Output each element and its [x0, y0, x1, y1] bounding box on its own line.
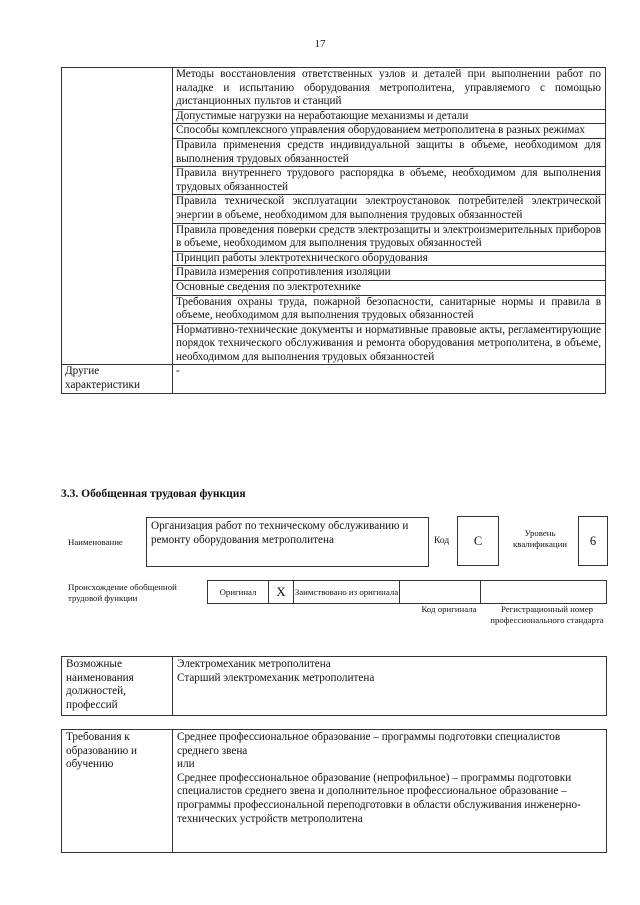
name-label: Наименование: [68, 537, 123, 547]
knowledge-item: Правила проведения поверки средств электрозащиты и электроизмерительных приборов в объеме, необходимом для выполнения трудовых обязанностей: [173, 223, 606, 251]
positions-label: Возможные наименования должностей, профессий: [62, 657, 173, 716]
level-label: Уровень квалификации: [513, 528, 567, 549]
origin-table: [207, 580, 607, 604]
knowledge-item: Методы восстановления ответственных узлов и деталей при выполнении работ по наладке и испытанию оборудования метрополитена, управляемого с помощью дистанционных пультов и станций: [173, 68, 606, 110]
origin-label: Происхождение обобщенной трудовой функции: [68, 582, 177, 603]
knowledge-item: Правила внутреннего трудового распорядка в объеме, необходимом для выполнения трудовых обязанностей: [173, 167, 606, 195]
code-caption: Код оригинала: [421, 604, 477, 614]
knowledge-item: Допустимые нагрузки на неработающие механизмы и детали: [173, 109, 606, 124]
level-value-box: 6: [578, 516, 608, 566]
reg-caption: Регистрационный номер профессионального стандарта: [490, 604, 604, 625]
knowledge-item: Правила технической эксплуатации электроустановок потребителей электрической энергии в объеме, необходимом для выполнения трудовых обязанностей: [173, 195, 606, 223]
original-mark: X: [269, 581, 294, 604]
education-table: [61, 729, 607, 853]
education-line: или: [177, 758, 195, 771]
table-row: [62, 365, 606, 394]
education-line: Среднее профессиональное образование – программы подготовки специалистов среднего звена: [177, 731, 561, 757]
table-row: [62, 68, 606, 110]
code-label: Код: [434, 536, 450, 546]
other-characteristics-label: Другие характеристики: [62, 365, 173, 394]
knowledge-item: Правила применения средств индивидуальной защиты в объеме, необходимом для выполнения трудовых обязанностей: [173, 138, 606, 166]
table-row: [62, 657, 607, 716]
knowledge-item: Требования охраны труда, пожарной безопасности, санитарные нормы и правила в объеме, необходимом для выполнения трудовых обязанностей: [173, 295, 606, 323]
education-value-cell: [173, 730, 607, 853]
borrowed-label: Заимствовано из оригинала: [294, 581, 400, 604]
section-title: 3.3. Обобщенная трудовая функция: [61, 488, 246, 500]
positions-table: [61, 656, 607, 716]
position-name: Электромеханик метрополитена: [177, 658, 331, 670]
knowledge-item: Правила измерения сопротивления изоляции: [173, 266, 606, 281]
knowledge-table: [61, 67, 606, 394]
knowledge-item: Основные сведения по электротехнике: [173, 280, 606, 295]
reg-number-cell: [481, 581, 607, 604]
position-name: Старший электромеханик метрополитена: [177, 671, 375, 684]
education-line: Среднее профессиональное образование (непрофильное) – программы подготовки специалистов среднего звена и дополнительное профессиональное образование – программы профессиональной переподготовки в области обслуживания инженерно-технических устройств метрополитена: [177, 771, 581, 825]
table-row: [62, 730, 607, 853]
original-label: Оригинал: [208, 581, 269, 604]
positions-value-cell: [173, 657, 607, 716]
function-name-box: Организация работ по техническому обслуживанию и ремонту оборудования метрополитена: [146, 517, 429, 567]
knowledge-item: Принцип работы электротехнического оборудования: [173, 251, 606, 266]
education-label: Требования к образованию и обучению: [62, 730, 173, 853]
knowledge-label-cell: [62, 68, 173, 365]
original-code-cell: [400, 581, 481, 604]
code-value-box: C: [457, 516, 499, 566]
other-characteristics-value: -: [173, 365, 606, 394]
page-number: 17: [314, 38, 326, 50]
knowledge-item: Способы комплексного управления оборудованием метрополитена в разных режимах: [173, 124, 606, 139]
knowledge-item: Нормативно-технические документы и нормативные правовые акты, регламентирующие порядок технического обслуживания и ремонта оборудования метрополитена, в объеме, необходимом для выполнения трудовых обязанностей: [173, 323, 606, 365]
